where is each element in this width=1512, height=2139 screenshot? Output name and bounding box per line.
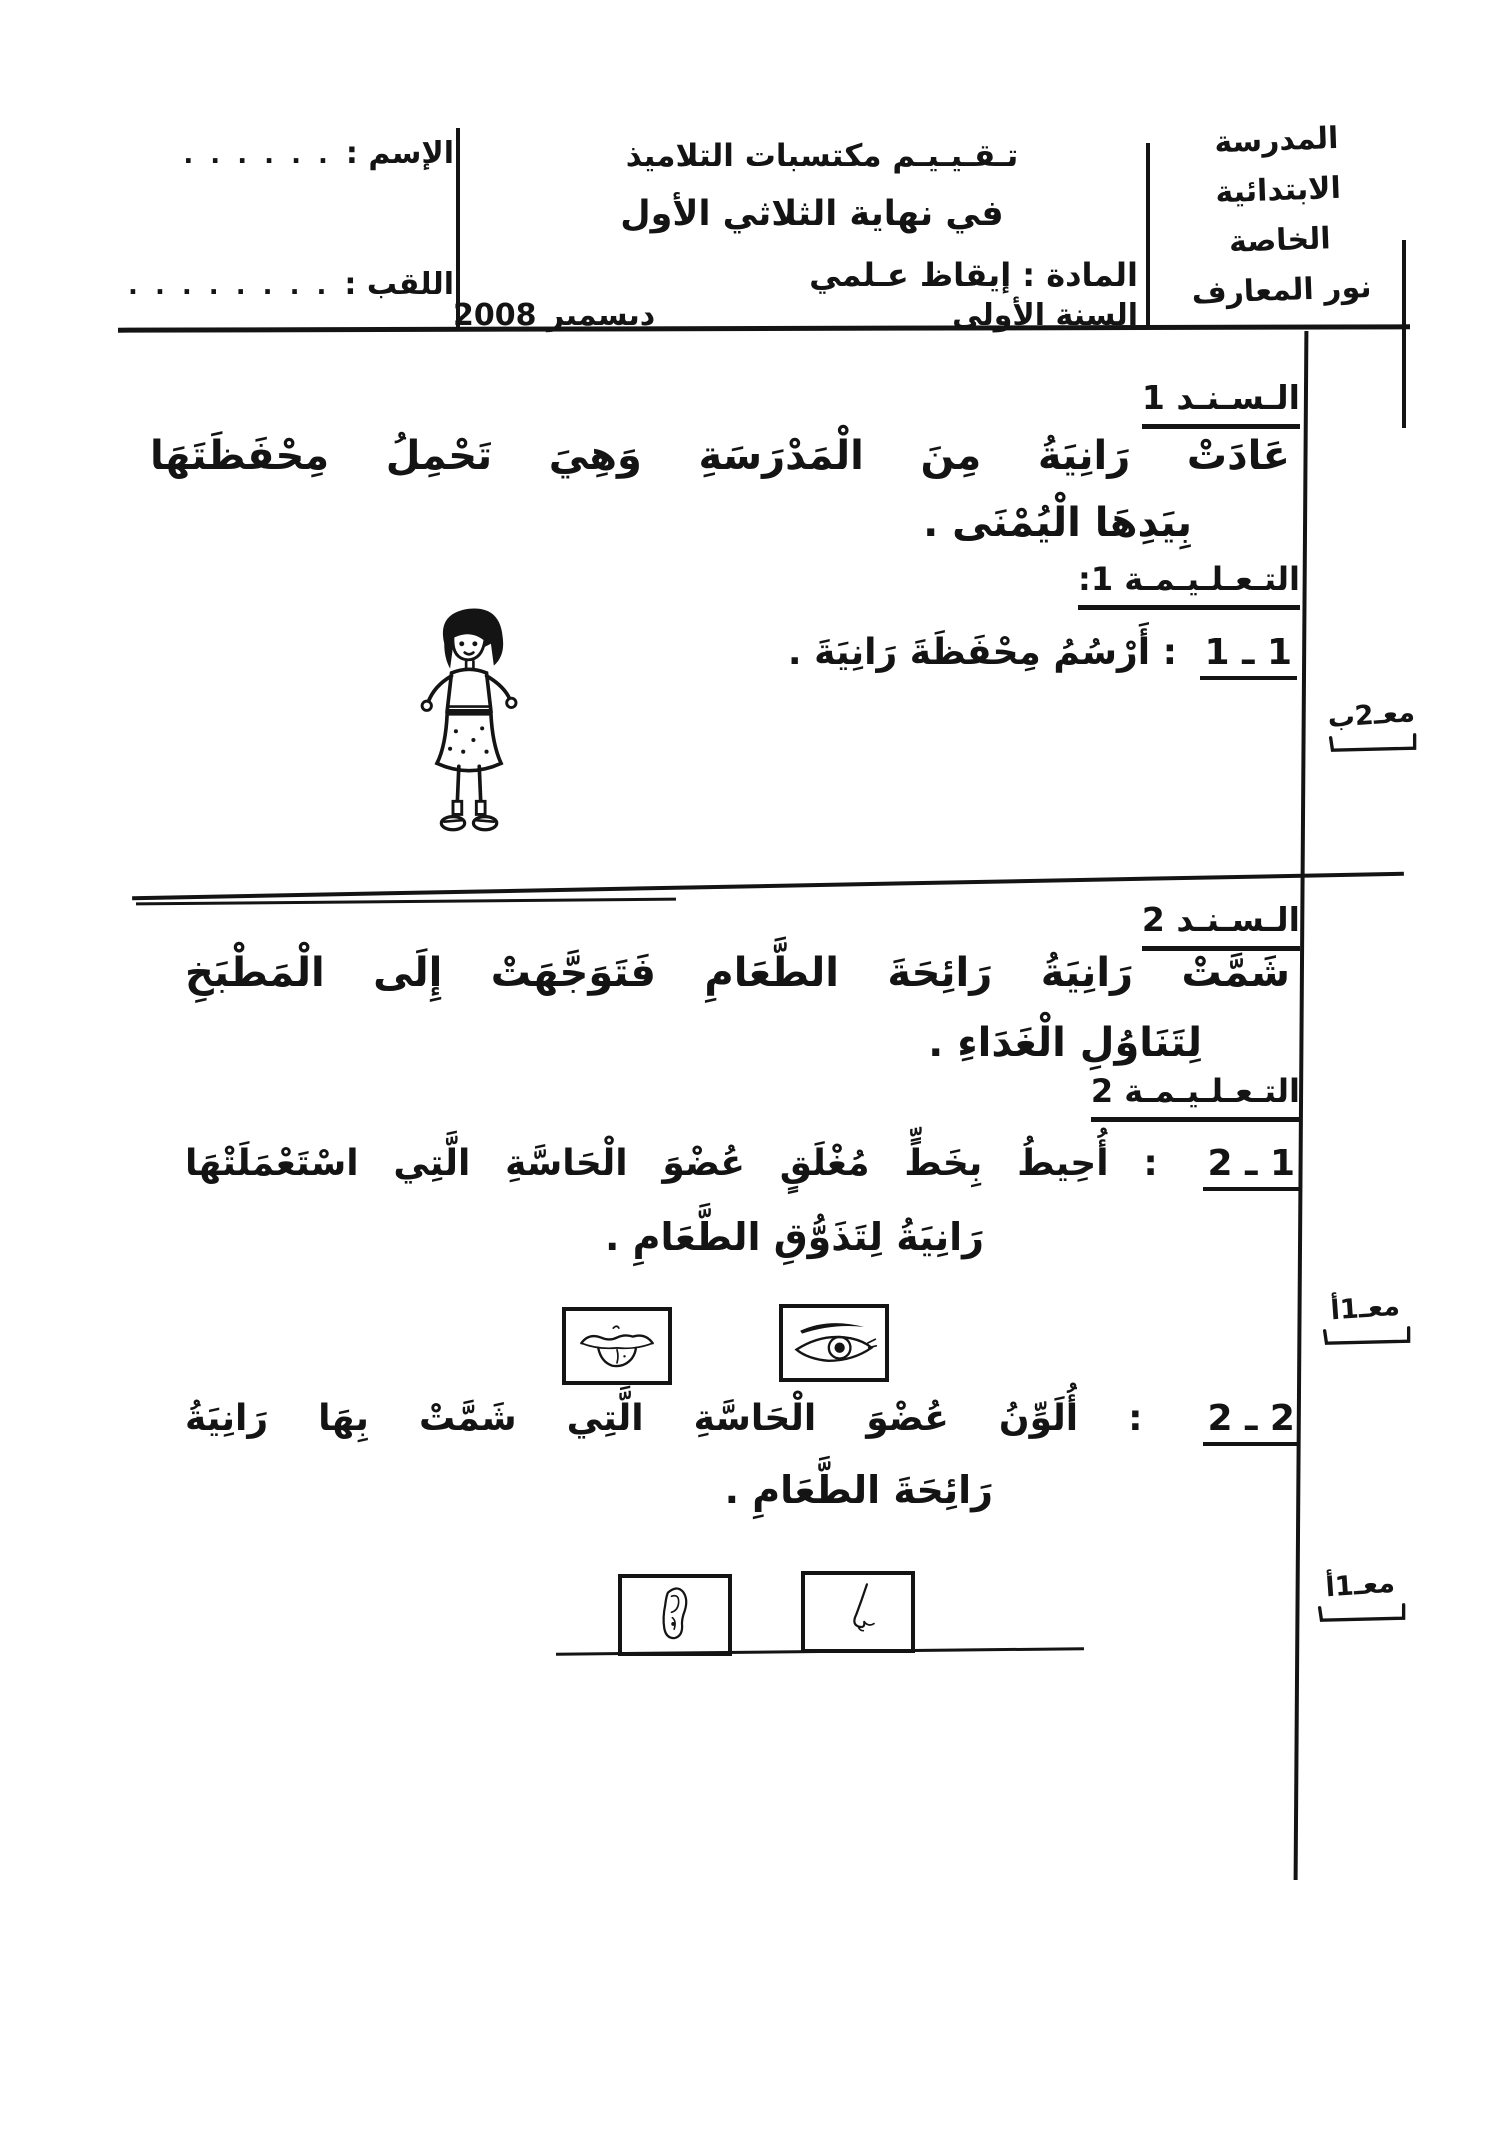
- mouth-icon: [570, 1315, 664, 1377]
- last-name-row: [122, 267, 454, 302]
- grade-date-line: [453, 298, 1138, 333]
- section-separator-line: [132, 872, 1404, 900]
- girl-icon: [383, 598, 558, 850]
- first-name-label: الإسم :: [345, 136, 454, 171]
- mouth-choice-box: [562, 1307, 672, 1385]
- subject-line: المادة : إيقاظ عـلمي: [809, 256, 1138, 294]
- school-name-line: المدرسة: [1213, 120, 1339, 161]
- task-2-2-text: : أُلَوِّنُ عُضْوَ الْحَاسَّةِ الَّتِي شَمَّتْ بِهَا رَانِيَةُ: [185, 1398, 1143, 1439]
- last-name-label: اللقب :: [344, 267, 454, 302]
- nose-choice-box: [801, 1571, 915, 1653]
- eye-choice-box: [779, 1304, 889, 1382]
- task-2-1-text: : أُحِيطُ بِخَطٍّ مُغْلَقٍ عُضْوَ الْحَاسَّةِ الَّتِي اسْتَعْمَلَتْهَا: [185, 1143, 1158, 1184]
- school-name-line: نور المعارف: [1191, 269, 1373, 312]
- task-1-1-number: 1 ـ 1: [1200, 632, 1297, 680]
- task-2-1: [185, 1143, 1300, 1191]
- last-name-blank: . . . . . . . .: [128, 271, 331, 301]
- exam-date: ديسمبر 2008: [453, 298, 656, 333]
- criteria-note-2: [1304, 1289, 1427, 1351]
- criteria-note-1-label: معـ2ب: [1326, 697, 1416, 735]
- task-2-2-text-line2: رَائِحَةَ الطَّعَامِ .: [724, 1468, 993, 1512]
- ear-icon: [626, 1582, 724, 1648]
- student-name-block: [122, 136, 454, 302]
- section2-text-line2: لِتَنَاوُلِ الْغَدَاءِ .: [928, 1020, 1202, 1066]
- task-2-2-number: 2 ـ 2: [1203, 1398, 1300, 1446]
- instruction1-title: التـعـلـيـمـة 1:: [1078, 560, 1300, 598]
- criteria-note-1: [1310, 696, 1433, 758]
- section1-title: الـسـنـد 1: [1142, 378, 1300, 417]
- exam-title-line2: في نهاية الثلاثي الأول: [620, 194, 1004, 234]
- criteria-note-2-label: معـ1أ: [1329, 1290, 1401, 1327]
- grade-label: السنة الأولى: [952, 298, 1138, 333]
- criteria-note-3: [1299, 1566, 1422, 1628]
- school-name-line: الخاصة: [1228, 221, 1332, 260]
- girl-illustration: [383, 598, 558, 850]
- section2-title: الـسـنـد 2: [1142, 900, 1300, 939]
- criteria-note-3-label: معـ1أ: [1324, 1567, 1396, 1604]
- ear-choice-box: [618, 1574, 732, 1656]
- task-1-1: [788, 632, 1297, 680]
- task-2-2: [185, 1398, 1300, 1446]
- eye-icon: [787, 1312, 881, 1374]
- section-separator-line2: [136, 898, 676, 906]
- exam-title-line1: تـقـيـيـم مكتسبات التلاميذ: [625, 138, 1019, 174]
- school-name-line: الابتدائية: [1214, 170, 1342, 211]
- first-name-blank: . . . . . .: [183, 140, 332, 170]
- score-bracket-icon: [1325, 730, 1422, 758]
- section1-text-line1: عَادَتْ رَانِيَةُ مِنَ الْمَدْرَسَةِ وَهِيَ تَحْمِلُ مِحْفَظَتَهَا: [150, 433, 1290, 479]
- task-1-1-text: : أَرْسُمُ مِحْفَظَةَ رَانِيَةَ .: [787, 632, 1177, 673]
- task-2-1-text-line2: رَانِيَةُ لِتَذَوُّقِ الطَّعَامِ .: [604, 1215, 984, 1259]
- score-bracket-icon: [1314, 1600, 1411, 1628]
- school-name-block: [1147, 112, 1412, 321]
- first-name-row: [122, 136, 454, 171]
- section2-text-line1: شَمَّتْ رَانِيَةُ رَائِحَةَ الطَّعَامِ فَتَوَجَّهَتْ إِلَى الْمَطْبَخِ: [185, 950, 1290, 996]
- nose-icon: [809, 1579, 907, 1645]
- score-bracket-icon: [1319, 1323, 1416, 1351]
- task-2-1-number: 1 ـ 2: [1203, 1143, 1300, 1191]
- instruction2-title: التـعـلـيـمـة 2: [1091, 1072, 1300, 1110]
- section1-text-line2: بِيَدِهَا الْيُمْنَى .: [923, 500, 1192, 546]
